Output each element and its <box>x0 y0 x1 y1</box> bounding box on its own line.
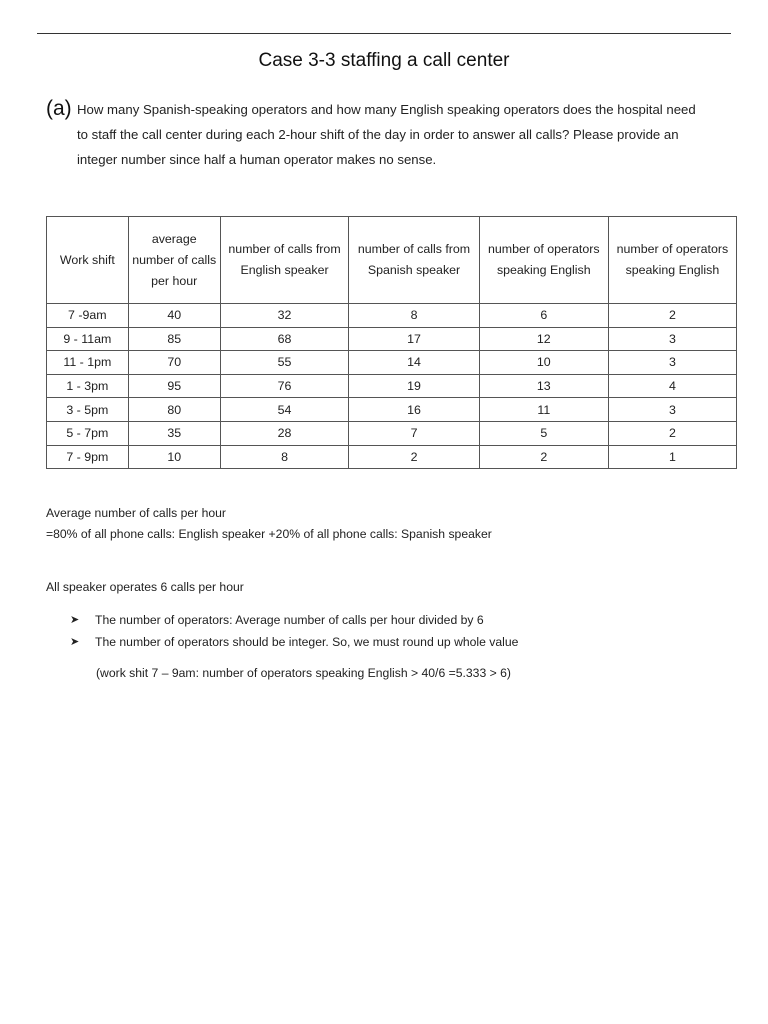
question-marker: (a) <box>46 97 72 120</box>
table-cell: 9 - 11am <box>47 327 129 351</box>
question-text: How many Spanish-speaking operators and how many English speaking operators does the hospital need to staff the call center during each 2-hour shift of the day in order to answer all calls? Please provide an integer number since half a human operator makes no sense. <box>77 102 696 167</box>
table-cell: 3 <box>608 327 736 351</box>
table-row <box>47 374 737 398</box>
table-cell: 8 <box>220 445 349 469</box>
table-cell: 2 <box>349 445 479 469</box>
table-cell: 14 <box>349 351 479 375</box>
top-divider <box>37 33 731 34</box>
page-title: Case 3-3 staffing a call center <box>258 50 510 71</box>
column-header: number of operators speaking English <box>479 217 608 304</box>
bullet-text: The number of operators: Average number of calls per hour divided by 6 <box>95 613 484 627</box>
table-cell: 40 <box>128 304 220 328</box>
table-row <box>47 445 737 469</box>
column-header: Work shift <box>47 217 129 304</box>
table-cell: 5 - 7pm <box>47 421 129 445</box>
arrow-bullet-icon: ➤ <box>70 636 80 648</box>
table-cell: 68 <box>220 327 349 351</box>
table-cell: 2 <box>608 421 736 445</box>
table-cell: 70 <box>128 351 220 375</box>
table-cell: 19 <box>349 374 479 398</box>
table-row <box>47 327 737 351</box>
table-cell: 3 <box>608 351 736 375</box>
list-item <box>70 609 518 631</box>
table-cell: 3 - 5pm <box>47 398 129 422</box>
table-cell: 10 <box>479 351 608 375</box>
table-cell: 5 <box>479 421 608 445</box>
table-cell: 76 <box>220 374 349 398</box>
table-row <box>47 398 737 422</box>
column-header: average number of calls per hour <box>128 217 220 304</box>
table-cell: 35 <box>128 421 220 445</box>
table-cell: 95 <box>128 374 220 398</box>
table-cell: 13 <box>479 374 608 398</box>
table-cell: 11 - 1pm <box>47 351 129 375</box>
column-header: number of calls from English speaker <box>220 217 349 304</box>
table-cell: 6 <box>479 304 608 328</box>
table-cell: 4 <box>608 374 736 398</box>
table-header-row <box>47 217 737 304</box>
table-cell: 8 <box>349 304 479 328</box>
table-cell: 3 <box>608 398 736 422</box>
question-a <box>46 97 706 172</box>
table-cell: 80 <box>128 398 220 422</box>
operator-bullet-list <box>70 609 518 653</box>
column-header: number of operators speaking English <box>608 217 736 304</box>
operator-capacity-note: All speaker operates 6 calls per hour <box>46 580 244 594</box>
table-cell: 11 <box>479 398 608 422</box>
table-cell: 10 <box>128 445 220 469</box>
table-cell: 16 <box>349 398 479 422</box>
table-cell: 7 -9am <box>47 304 129 328</box>
staffing-table <box>46 216 737 469</box>
list-item <box>70 631 518 653</box>
bullet-text: The number of operators should be integer. So, we must round up whole value <box>95 635 519 649</box>
table-row <box>47 304 737 328</box>
table-cell: 85 <box>128 327 220 351</box>
table-cell: 54 <box>220 398 349 422</box>
table-cell: 32 <box>220 304 349 328</box>
table-row <box>47 421 737 445</box>
table-row <box>47 351 737 375</box>
table-cell: 17 <box>349 327 479 351</box>
table-cell: 1 <box>608 445 736 469</box>
worked-example: (work shit 7 – 9am: number of operators speaking English > 40/6 =5.333 > 6) <box>96 666 511 680</box>
average-calls-formula: =80% of all phone calls: English speaker +20% of all phone calls: Spanish speaker <box>46 527 492 541</box>
table-cell: 2 <box>479 445 608 469</box>
column-header: number of calls from Spanish speaker <box>349 217 479 304</box>
table-cell: 1 - 3pm <box>47 374 129 398</box>
average-calls-heading: Average number of calls per hour <box>46 506 226 520</box>
table-cell: 55 <box>220 351 349 375</box>
table-cell: 2 <box>608 304 736 328</box>
table-cell: 12 <box>479 327 608 351</box>
table-cell: 7 <box>349 421 479 445</box>
table-cell: 28 <box>220 421 349 445</box>
table-cell: 7 - 9pm <box>47 445 129 469</box>
arrow-bullet-icon: ➤ <box>70 614 80 626</box>
